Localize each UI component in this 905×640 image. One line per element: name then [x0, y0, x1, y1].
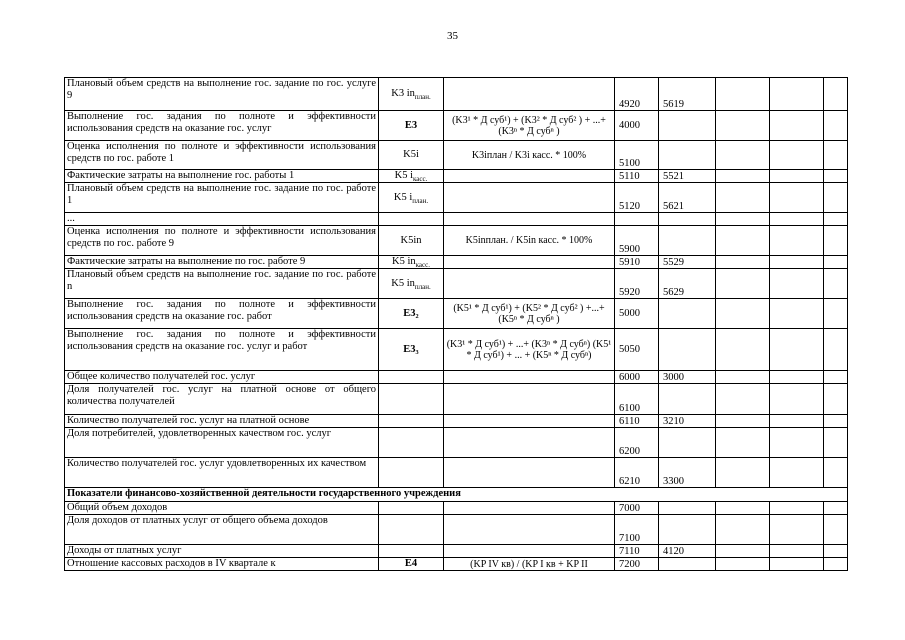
value-cell: [824, 226, 848, 256]
table-row: [65, 299, 848, 329]
line-code: 7110: [615, 545, 659, 558]
value-cell: [716, 371, 770, 384]
indicator-code-text: K5 i: [394, 170, 413, 182]
calculation-formula: [444, 256, 615, 269]
calculation-formula: [444, 213, 615, 226]
indicator-code-subscript: касс.: [415, 261, 430, 269]
source-code: 3000: [659, 371, 716, 384]
table-row: [65, 78, 848, 111]
line-code: 6210: [615, 458, 659, 488]
source-code: 5621: [659, 183, 716, 213]
value-cell: [770, 141, 824, 170]
value-cell: [770, 256, 824, 269]
table-row: [65, 269, 848, 299]
source-code: [659, 329, 716, 371]
table-row: [65, 545, 848, 558]
indicator-code-text: E3₃: [403, 343, 419, 355]
indicator-description: Плановый объем средств на выполнение гос. задание по гос. работе 1: [65, 183, 379, 213]
value-cell: [770, 111, 824, 141]
value-cell: [716, 329, 770, 371]
source-code: 5529: [659, 256, 716, 269]
value-cell: [716, 78, 770, 111]
table-row: [65, 488, 848, 502]
indicator-code-subscript: план.: [414, 282, 431, 291]
calculation-formula: (KP IV кв) / (KP I кв + KP II: [444, 558, 615, 571]
calculation-formula: K3iплан / K3i касс. * 100%: [444, 141, 615, 170]
line-code: 6110: [615, 415, 659, 428]
indicator-code-text: K5 in: [392, 256, 416, 268]
line-code: 5110: [615, 170, 659, 183]
line-code: 5100: [615, 141, 659, 170]
indicator-code-subscript: касс.: [413, 175, 428, 183]
value-cell: [716, 558, 770, 571]
section-header: Показатели финансово-хозяйственной деятельности государственного учреждения: [65, 488, 848, 502]
table-row: [65, 515, 848, 545]
indicator-description: Доля получателей гос. услуг на платной основе от общего количества получателей: [65, 384, 379, 415]
indicator-code: [379, 226, 444, 256]
source-code: 3300: [659, 458, 716, 488]
table-row: [65, 458, 848, 488]
value-cell: [770, 183, 824, 213]
source-code: 5629: [659, 269, 716, 299]
calculation-formula: [444, 515, 615, 545]
indicator-code: [379, 384, 444, 415]
value-cell: [770, 269, 824, 299]
indicator-code-text: K5 in: [391, 277, 415, 289]
indicator-description: Общее количество получателей гос. услуг: [65, 371, 379, 384]
line-code: 5000: [615, 299, 659, 329]
value-cell: [716, 111, 770, 141]
indicator-code: [379, 371, 444, 384]
source-code: 5619: [659, 78, 716, 111]
line-code: 6200: [615, 428, 659, 458]
line-code: 5900: [615, 226, 659, 256]
value-cell: [770, 458, 824, 488]
indicator-description: Доходы от платных услуг: [65, 545, 379, 558]
indicator-description: Фактические затраты на выполнение гос. работы 1: [65, 170, 379, 183]
line-code: 7100: [615, 515, 659, 545]
table-row: [65, 183, 848, 213]
value-cell: [716, 384, 770, 415]
indicator-description: Доля доходов от платных услуг от общего объема доходов: [65, 515, 379, 545]
indicator-code: [379, 329, 444, 371]
value-cell: [716, 428, 770, 458]
indicator-description: Общий объем доходов: [65, 502, 379, 515]
table-row: [65, 213, 848, 226]
value-cell: [770, 384, 824, 415]
source-code: [659, 502, 716, 515]
calculation-formula: [444, 384, 615, 415]
source-code: [659, 515, 716, 545]
value-cell: [716, 458, 770, 488]
table-row: [65, 256, 848, 269]
table-row: [65, 141, 848, 170]
value-cell: [824, 384, 848, 415]
indicator-description: Количество получателей гос. услуг на платной основе: [65, 415, 379, 428]
indicator-code: [379, 415, 444, 428]
indicator-description: Оценка исполнения по полноте и эффективности использования средств по гос. работе 1: [65, 141, 379, 170]
indicator-code-text: K5 i: [393, 191, 413, 203]
value-cell: [716, 502, 770, 515]
indicator-description: Плановый объем средств на выполнение гос. задание по гос. услуге 9: [65, 78, 379, 111]
source-code: [659, 384, 716, 415]
value-cell: [824, 329, 848, 371]
table-row: [65, 329, 848, 371]
value-cell: [716, 515, 770, 545]
calculation-formula: [444, 502, 615, 515]
value-cell: [824, 269, 848, 299]
indicator-code: [379, 545, 444, 558]
value-cell: [716, 141, 770, 170]
indicator-description: Фактические затраты на выполнение по гос. работе 9: [65, 256, 379, 269]
indicator-code-text: E3₂: [403, 307, 419, 319]
indicator-code: [379, 183, 444, 213]
source-code: [659, 558, 716, 571]
value-cell: [770, 558, 824, 571]
value-cell: [824, 558, 848, 571]
line-code: 4000: [615, 111, 659, 141]
indicator-code: [379, 299, 444, 329]
table-row: [65, 371, 848, 384]
line-code: 7000: [615, 502, 659, 515]
calculation-formula: (K5¹ * Д суб¹) + (K5² * Д суб² ) +...+ (K5ⁿ * Д субⁿ ): [444, 299, 615, 329]
value-cell: [716, 213, 770, 226]
indicator-description: Выполнение гос. задания по полноте и эффективности использования средств на оказание гос. работ: [65, 299, 379, 329]
value-cell: [716, 545, 770, 558]
value-cell: [824, 78, 848, 111]
line-code: 4920: [615, 78, 659, 111]
indicator-code: [379, 515, 444, 545]
calculation-formula: [444, 170, 615, 183]
table-row: [65, 111, 848, 141]
indicator-description: Оценка исполнения по полноте и эффективности использования средств по гос. работе 9: [65, 226, 379, 256]
value-cell: [824, 170, 848, 183]
indicator-description: Доля потребителей, удовлетворенных качеством гос. услуг: [65, 428, 379, 458]
calculation-formula: [444, 428, 615, 458]
indicators-table: [64, 77, 848, 571]
calculation-formula: [444, 183, 615, 213]
indicator-description: Отношение кассовых расходов в IV квартале к: [65, 558, 379, 571]
source-code: 5521: [659, 170, 716, 183]
source-code: [659, 111, 716, 141]
table-row: [65, 384, 848, 415]
table-body: [65, 78, 848, 571]
value-cell: [770, 415, 824, 428]
indicator-code-text: K3 in: [391, 88, 415, 100]
source-code: [659, 213, 716, 226]
value-cell: [770, 299, 824, 329]
value-cell: [770, 226, 824, 256]
calculation-formula: (K3¹ * Д суб¹) + (K3² * Д суб² ) + ...+ (K3ⁿ * Д субⁿ ): [444, 111, 615, 141]
value-cell: [824, 183, 848, 213]
indicator-code: [379, 428, 444, 458]
calculation-formula: K5inплан. / K5in касс. * 100%: [444, 226, 615, 256]
value-cell: [770, 371, 824, 384]
indicator-code-text: E4: [404, 558, 418, 570]
value-cell: [716, 415, 770, 428]
indicator-code: [379, 269, 444, 299]
value-cell: [824, 111, 848, 141]
source-code: 4120: [659, 545, 716, 558]
indicator-code: [379, 458, 444, 488]
value-cell: [824, 256, 848, 269]
table-row: [65, 428, 848, 458]
source-code: 3210: [659, 415, 716, 428]
value-cell: [770, 78, 824, 111]
value-cell: [770, 329, 824, 371]
value-cell: [824, 428, 848, 458]
value-cell: [716, 299, 770, 329]
indicator-description: Количество получателей гос. услуг удовлетворенных их качеством: [65, 458, 379, 488]
line-code: [615, 213, 659, 226]
indicator-description: Выполнение гос. задания по полноте и эффективности использования средств на оказание гос. услуг и работ: [65, 329, 379, 371]
value-cell: [716, 170, 770, 183]
indicator-code: [379, 213, 444, 226]
value-cell: [716, 183, 770, 213]
value-cell: [770, 428, 824, 458]
calculation-formula: [444, 269, 615, 299]
table-row: [65, 170, 848, 183]
calculation-formula: [444, 545, 615, 558]
indicator-code: [379, 502, 444, 515]
table-row: [65, 502, 848, 515]
indicator-code-text: E3: [404, 119, 418, 131]
value-cell: [824, 545, 848, 558]
value-cell: [824, 371, 848, 384]
value-cell: [716, 226, 770, 256]
value-cell: [716, 256, 770, 269]
table-row: [65, 226, 848, 256]
indicator-code: [379, 141, 444, 170]
calculation-formula: [444, 78, 615, 111]
line-code: 6000: [615, 371, 659, 384]
line-code: 5910: [615, 256, 659, 269]
calculation-formula: (K3¹ * Д суб¹) + ...+ (K3ⁿ * Д субⁿ) (K5¹ * Д суб¹) + ... + (K5ⁿ * Д субⁿ): [444, 329, 615, 371]
indicator-code: [379, 170, 444, 183]
source-code: [659, 226, 716, 256]
source-code: [659, 141, 716, 170]
line-code: 5920: [615, 269, 659, 299]
indicator-description: ...: [65, 213, 379, 226]
source-code: [659, 299, 716, 329]
line-code: 5120: [615, 183, 659, 213]
value-cell: [824, 415, 848, 428]
indicator-code-text: K5i: [403, 149, 419, 161]
value-cell: [824, 141, 848, 170]
value-cell: [770, 213, 824, 226]
value-cell: [716, 269, 770, 299]
calculation-formula: [444, 415, 615, 428]
calculation-formula: [444, 458, 615, 488]
source-code: [659, 428, 716, 458]
value-cell: [824, 515, 848, 545]
line-code: 5050: [615, 329, 659, 371]
value-cell: [824, 213, 848, 226]
value-cell: [824, 299, 848, 329]
value-cell: [770, 170, 824, 183]
indicator-code-subscript: план.: [414, 93, 431, 102]
line-code: 7200: [615, 558, 659, 571]
indicator-code: [379, 558, 444, 571]
indicator-code: [379, 78, 444, 111]
indicator-description: Плановый объем средств на выполнение гос. задание по гос. работе n: [65, 269, 379, 299]
indicator-code-subscript: план.: [412, 196, 429, 205]
value-cell: [824, 502, 848, 515]
calculation-formula: [444, 371, 615, 384]
indicator-description: Выполнение гос. задания по полноте и эффективности использования средств на оказание гос. услуг: [65, 111, 379, 141]
value-cell: [770, 545, 824, 558]
indicator-code: [379, 256, 444, 269]
value-cell: [770, 515, 824, 545]
line-code: 6100: [615, 384, 659, 415]
value-cell: [770, 502, 824, 515]
table-row: [65, 415, 848, 428]
page-number: 35: [447, 30, 458, 42]
value-cell: [824, 458, 848, 488]
indicator-code: [379, 111, 444, 141]
table-row: [65, 558, 848, 571]
indicator-code-text: K5in: [400, 234, 422, 246]
